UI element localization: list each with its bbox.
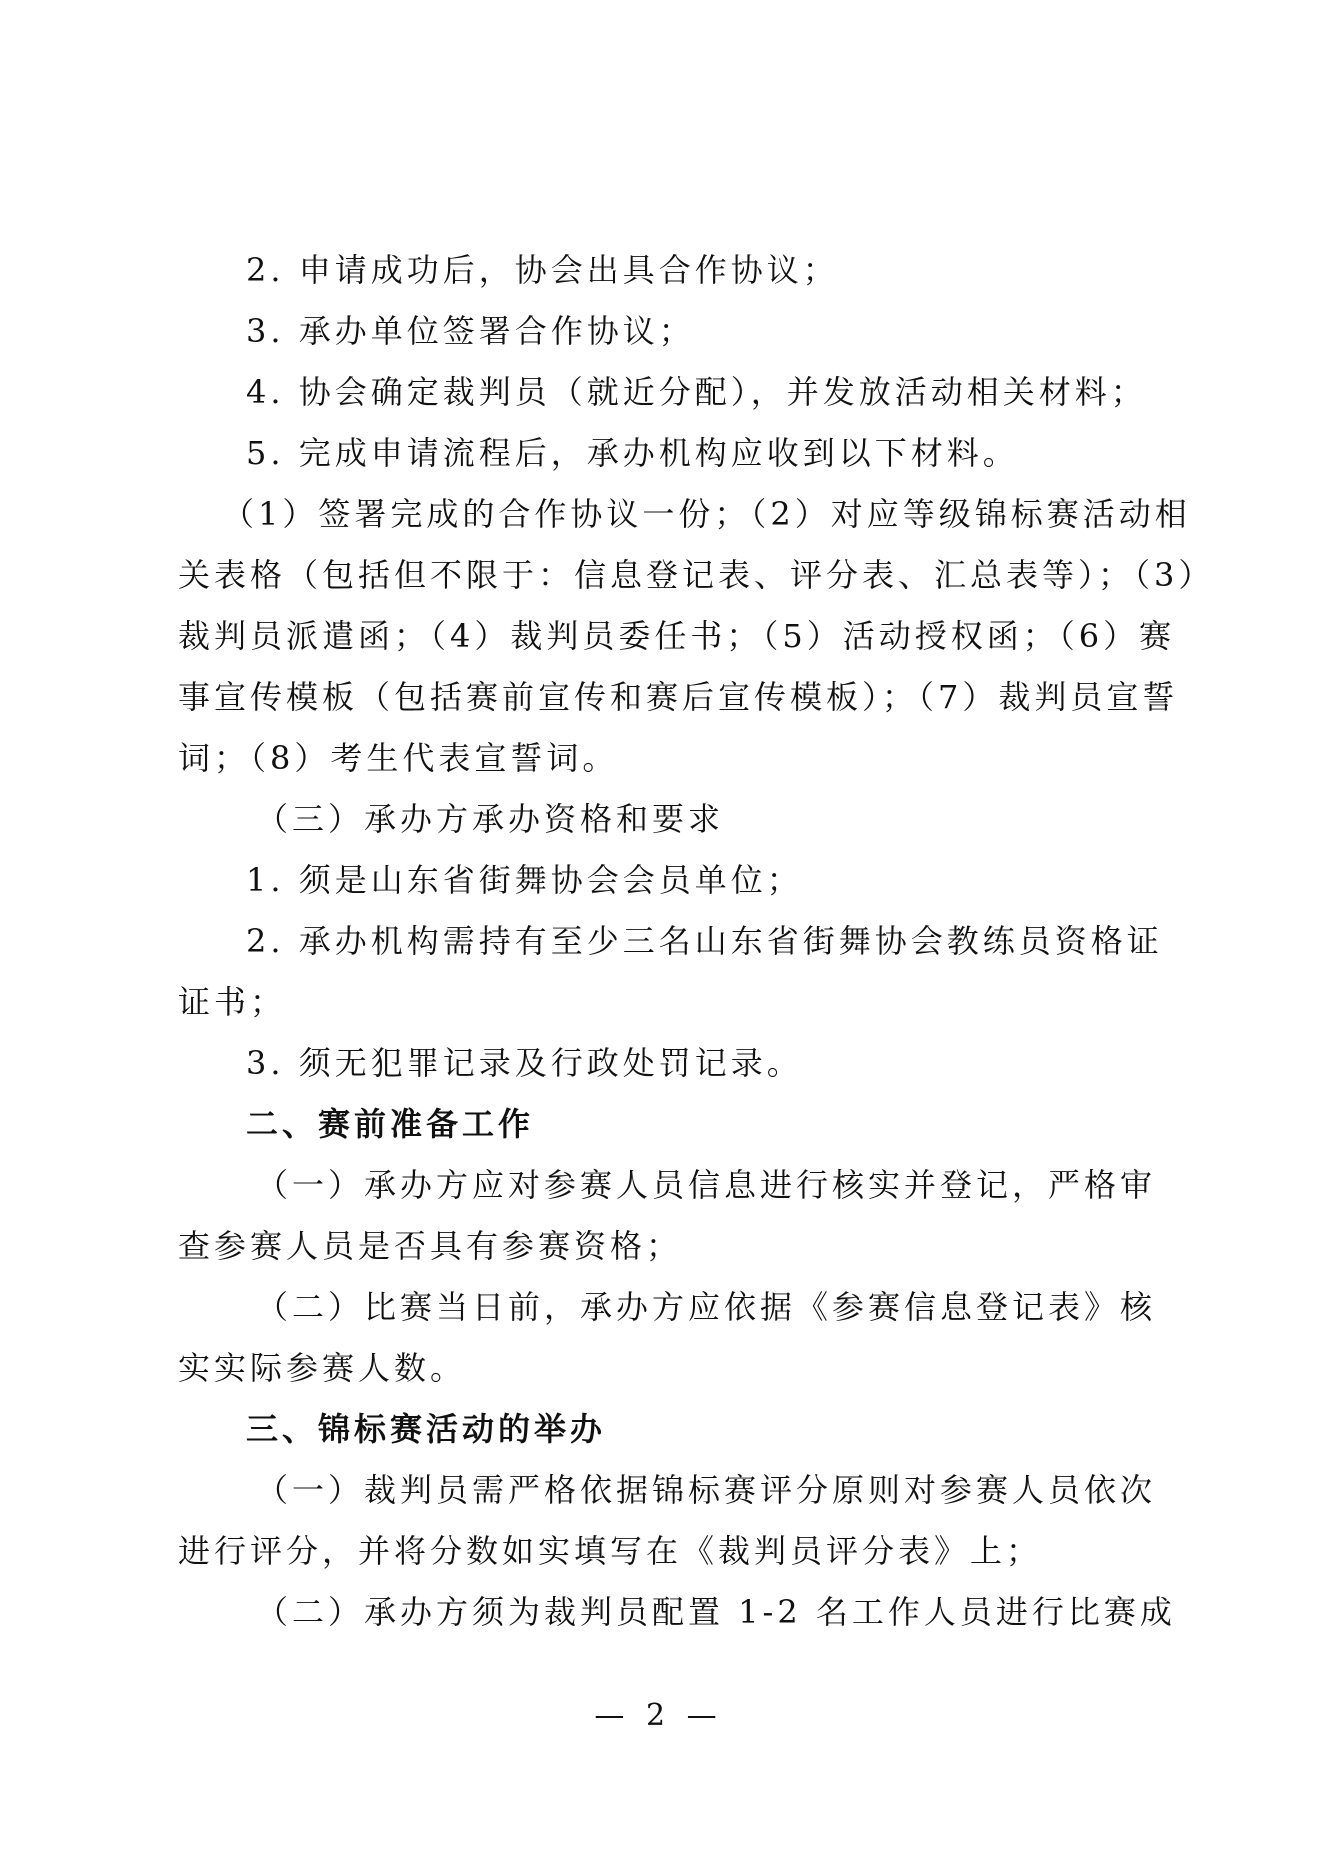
list-item: 5. 完成申请流程后，承办机构应收到以下材料。: [246, 434, 1019, 472]
paragraph-line: （一）裁判员需严格依据锦标赛评分原则对参赛人员依次: [256, 1471, 1157, 1509]
paragraph-line: （二）比赛当日前，承办方应依据《参赛信息登记表》核: [256, 1288, 1157, 1326]
paragraph-line: 查参赛人员是否具有参赛资格；: [178, 1227, 683, 1265]
list-item: 2. 申请成功后，协会出具合作协议；: [246, 251, 839, 289]
paragraph-line: （一）承办方应对参赛人员信息进行核实并登记，严格审: [256, 1166, 1157, 1204]
paragraph-line: 实实际参赛人数。: [178, 1349, 467, 1387]
list-item: 2. 承办机构需持有至少三名山东省街舞协会教练员资格证: [246, 922, 1163, 960]
page-number: — 2 —: [594, 1698, 723, 1733]
paragraph-line: 关表格（包括但不限于：信息登记表、评分表、汇总表等）；（3）: [178, 556, 1215, 594]
paragraph-line: 进行评分，并将分数如实填写在《裁判员评分表》上；: [178, 1532, 1043, 1570]
paragraph-line: 裁判员派遣函；（4）裁判员委任书；（5）活动授权函；（6）赛: [178, 617, 1176, 655]
list-item: 1. 须是山东省街舞协会会员单位；: [246, 861, 803, 899]
paragraph-line: 证书；: [178, 983, 287, 1021]
list-item: 3. 须无犯罪记录及行政处罚记录。: [246, 1044, 803, 1082]
section-heading: 三、锦标赛活动的举办: [246, 1410, 607, 1448]
paragraph-line: （二）承办方须为裁判员配置 1-2 名工作人员进行比赛成: [256, 1593, 1176, 1631]
paragraph-line: 事宣传模板（包括赛前宣传和赛后宣传模板）；（7）裁判员宣誓: [178, 678, 1179, 716]
paragraph-line: （1）签署完成的合作协议一份；（2）对应等级锦标赛活动相: [222, 495, 1191, 533]
paragraph-line: 词；（8）考生代表宣誓词。: [178, 739, 619, 777]
list-item: 4. 协会确定裁判员（就近分配），并发放活动相关材料；: [246, 373, 1147, 411]
list-item: 3. 承办单位签署合作协议；: [246, 312, 695, 350]
document-body: [178, 240, 1215, 1643]
subsection-title: （三）承办方承办资格和要求: [256, 800, 725, 838]
section-heading: 二、赛前准备工作: [246, 1105, 535, 1143]
